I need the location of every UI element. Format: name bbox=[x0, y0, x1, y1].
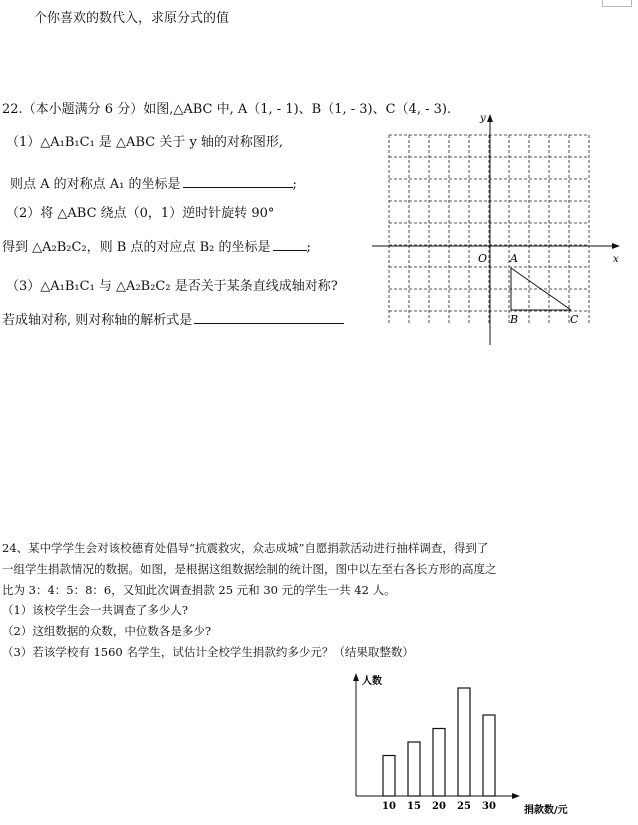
tick-label-15: 15 bbox=[407, 801, 421, 812]
tick-label-20: 20 bbox=[432, 801, 446, 812]
q24-question-3: （3）若该学校有 1560 名学生，试估计全校学生捐款约多少元？（结果取整数） bbox=[2, 645, 414, 659]
chart-y-axis-arrow bbox=[353, 673, 359, 681]
chart-y-label: 人数 bbox=[362, 676, 382, 687]
q24-question-2: （2）这组数据的众数，中位数各是多少? bbox=[2, 624, 211, 638]
q22-part3-a: （3）△A₁B₁C₁ 与 △A₂B₂C₂ 是否关于某条直线成轴对称? bbox=[6, 279, 338, 294]
point-b-label: B bbox=[510, 313, 519, 326]
q24-line-2: 一组学生捐款情况的数据。如图，是根据这组数据绘制的统计图，图中以左至右各长方形的高度之 bbox=[2, 562, 497, 576]
bar-30 bbox=[483, 715, 495, 796]
top-line: 个你喜欢的数代入，求原分式的值 bbox=[34, 11, 230, 26]
chart-x-axis-arrow bbox=[512, 793, 520, 799]
q22-part2-b: 得到 △A₂B₂C₂，则 B 点的对应点 B₂ 的坐标是 ; bbox=[2, 240, 311, 255]
tick-label-10: 10 bbox=[382, 801, 396, 812]
q22-part1-b: 则点 A 的对称点 A₁ 的坐标是 ; bbox=[10, 177, 297, 192]
origin-label: O bbox=[478, 252, 488, 265]
bar-25 bbox=[458, 688, 470, 796]
q24-line-3: 比为 3：4：5：8：6，又知此次调查捐款 25 元和 30 元的学生一共 42 人。 bbox=[2, 583, 396, 597]
q22-part3-b: 若成轴对称, 则对称轴的解析式是 bbox=[2, 311, 344, 329]
x-axis-label: x bbox=[613, 254, 619, 265]
q22-part2-a: （2）将 △ABC 绕点（0，1）逆时针旋转 90° bbox=[6, 206, 275, 221]
q24-question-1: （1）该校学生会一共调查了多少人? bbox=[2, 603, 188, 617]
chart-x-label: 捐款数/元 bbox=[524, 805, 568, 816]
q24-line-1: 24、某中学学生会对该校德育处倡导“抗震救灾，众志成城”自愿捐款活动进行抽样调查，得到了 bbox=[2, 541, 489, 555]
tick-labels-group bbox=[382, 801, 496, 812]
point-c-label: C bbox=[570, 313, 579, 326]
bar-20 bbox=[433, 729, 445, 797]
tick-label-30: 30 bbox=[482, 801, 496, 812]
tick-label-25: 25 bbox=[457, 801, 471, 812]
bar-10 bbox=[383, 756, 395, 797]
point-a-label: A bbox=[510, 252, 518, 265]
bars-group bbox=[383, 688, 495, 796]
q22-part1-a: （1）△A₁B₁C₁ 是 △ABC 关于 y 轴的对称图形, bbox=[6, 135, 284, 150]
y-axis-label: y bbox=[480, 113, 486, 124]
q22-title: 22.（本小题满分 6 分）如图,△ABC 中, A（1, - 1)、B（1, - 3)、C（4, - 3). bbox=[2, 102, 452, 117]
bar-15 bbox=[408, 742, 420, 796]
